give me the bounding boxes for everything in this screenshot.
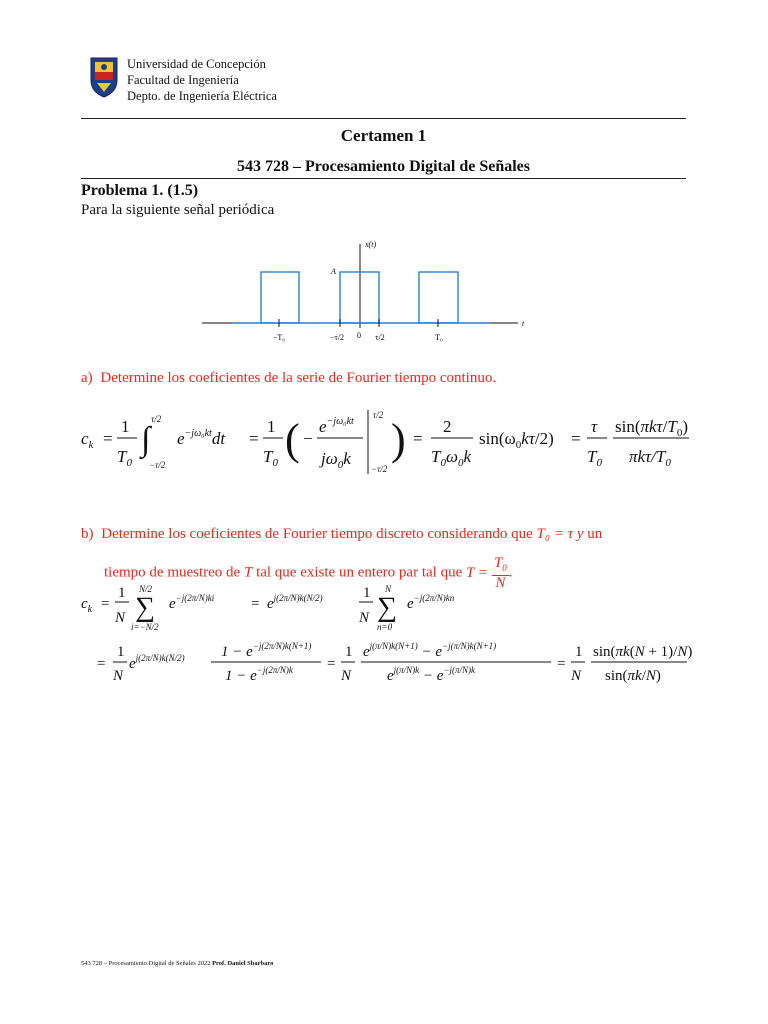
svg-text:∑: ∑ [377, 592, 397, 623]
tick-label: −T₀ [272, 333, 286, 342]
amplitude-label: A [331, 267, 336, 276]
pulse-train-figure [200, 238, 540, 353]
svg-text:T0ω0k: $T_0\omega_0k$ [431, 447, 472, 469]
svg-text:=: = [97, 656, 106, 672]
footer-year: 2022 [197, 960, 211, 967]
institution-line: Depto. de Ingeniería Eléctrica [127, 89, 277, 103]
svg-text:sin(ω0kτ/2): $\sin(\omega_0k\tau/2)$ [479, 429, 554, 451]
svg-text:=: = [249, 429, 259, 448]
svg-text:e−jω₀ktdt: $e^{-j\omega_0kt}dt$ [177, 428, 226, 448]
svg-text:T0: $T_0$ [587, 447, 602, 469]
problem-intro: Para la siguiente señal periódica [81, 202, 275, 218]
svg-text:∑: ∑ [135, 592, 155, 623]
svg-text:(: ( [285, 415, 300, 464]
svg-text:1: 1 [363, 585, 371, 601]
svg-text:): ) [391, 415, 406, 464]
svg-text:1: 1 [345, 644, 353, 660]
svg-text:ck: $c_k$ [81, 429, 94, 451]
institution-line: Universidad de Concepción [127, 57, 266, 71]
part-b-text: un [583, 526, 603, 542]
svg-text:N: N [341, 668, 352, 684]
svg-text:=: = [413, 429, 423, 448]
part-b-math: T = $\frac{T_0}{N}$ . [465, 555, 513, 591]
footer-author: Prof. Daniel Sbarbaro [212, 960, 274, 967]
svg-text:τ/2: τ/2 [151, 414, 162, 424]
svg-text:ej(π/N)k(N+1) − e−j(π/N)k(N+1): $e^{j(\pi/N)k(N+1)} - e^{-j(\pi/N)k(N+1)}$ [363, 641, 497, 660]
y-axis-label: x(t) [365, 240, 377, 249]
part-a-prompt [81, 370, 496, 387]
svg-text:N: N [113, 668, 124, 684]
svg-text:jω0k: $j\omega_0k$ [321, 449, 351, 471]
svg-text:sin(πk(N + 1)/N): sin(πk(N + 1)/N) [593, 644, 693, 660]
svg-text:n=0: n=0 [377, 622, 393, 632]
header-rule [81, 118, 686, 119]
svg-text:ej(π/N)k − e−j(π/N)k: $e^{j(\pi/N)k} - e^{-j(\pi/N)k}$ [387, 665, 476, 684]
svg-text:ej(2π/N)k(N/2): $e^{j(2\pi/N)k(N/2)}$ [267, 593, 323, 612]
svg-text:T0: $T_0$ [117, 447, 132, 469]
exam-title: Certamen 1 [340, 126, 427, 145]
part-b-text: tiempo de muestreo de [104, 564, 244, 581]
institution-block [127, 56, 277, 104]
svg-text:1 − e−j(2π/N)k(N+1): $1 - e^{-j(2\pi/N)k(N+1)}$ [221, 641, 312, 660]
svg-text:=: = [251, 596, 260, 612]
svg-text:1: 1 [118, 585, 126, 601]
svg-text:τ/2: τ/2 [373, 410, 384, 420]
svg-text:1 − e−j(2π/N)k: $1 - e^{-j(2\pi/N)k}$ [225, 665, 293, 684]
svg-text:=: = [571, 429, 581, 448]
svg-text:1: 1 [121, 417, 130, 436]
tick-label: T₀ [435, 333, 443, 342]
footer [81, 960, 273, 967]
svg-text:ej(2π/N)k(N/2): $e^{j(2\pi/N)k(N/2)}$ [129, 653, 185, 672]
svg-text:−τ/2: −τ/2 [149, 460, 166, 470]
part-a-text: Determine los coeficientes de la serie de Fourier tiempo continuo. [100, 370, 497, 386]
pulse [419, 272, 458, 323]
tick-label: 0 [357, 331, 361, 340]
title-rule [81, 178, 686, 179]
tick-label: τ/2 [375, 333, 385, 342]
svg-text:1: 1 [267, 417, 276, 436]
svg-text:=: = [557, 656, 566, 672]
x-axis-label: t [522, 319, 525, 328]
course-title: 543 728 – Procesamiento Digital de Señales [236, 158, 530, 175]
svg-text:=: = [327, 656, 336, 672]
svg-text:πkτ/T0: πkτ/$T_0$ [629, 447, 671, 469]
equation-part-a [81, 402, 691, 492]
svg-text:N/2: N/2 [139, 584, 153, 594]
svg-text:2: 2 [443, 417, 452, 436]
svg-text:sin(πk/N): sin(πk/N) [605, 668, 661, 684]
svg-text:=: = [103, 429, 113, 448]
tick-label: −τ/2 [330, 333, 344, 342]
part-a-label: a) [81, 370, 93, 386]
svg-text:N: N [571, 668, 582, 684]
svg-text:1: 1 [117, 644, 125, 660]
part-b-label: b) [81, 526, 94, 542]
svg-text:ck: $c_k$ [81, 596, 93, 615]
svg-text:N: N [385, 584, 392, 594]
problem-heading: Problema 1. (1.5) [81, 182, 199, 199]
university-crest-logo [89, 56, 119, 98]
svg-text:−: − [303, 429, 313, 448]
svg-text:∫: ∫ [141, 421, 151, 458]
svg-text:sin(πkτ/T0): $\sin(\pi k\tau/T_0)$ [615, 417, 689, 439]
svg-text:e−j(2π/N)ki: $e^{-j(2\pi/N)ki}$ [169, 593, 215, 612]
institution-line: Facultad de Ingeniería [127, 73, 239, 87]
part-b-math: T [243, 564, 253, 581]
part-b-text: tal que existe un entero par tal que [252, 564, 466, 581]
part-b-text: Determine los coeficientes de Fourier tiempo discreto considerando que [101, 526, 537, 542]
part-b-math: T₀ = τ y [536, 526, 584, 542]
equation-part-b [81, 582, 691, 692]
svg-text:τ: τ [591, 417, 598, 436]
svg-text:e−jω₀kt: $e^{-j\omega_0kt}$ [319, 416, 354, 436]
svg-text:=: = [101, 596, 110, 612]
part-b-prompt-line1 [81, 526, 602, 543]
svg-text:1: 1 [575, 644, 583, 660]
pulse [261, 272, 299, 323]
footer-course: 543 728 – Procesamiento Digital de Señales [81, 960, 196, 967]
svg-text:−τ/2: −τ/2 [371, 464, 388, 474]
svg-text:T0: $T_0$ [263, 447, 278, 469]
svg-text:N: N [359, 610, 370, 626]
svg-text:e−j(2π/N)kn: $e^{-j(2\pi/N)kn}$ [407, 593, 455, 612]
svg-text:N: N [115, 610, 126, 626]
svg-text:i=−N/2: i=−N/2 [131, 622, 159, 632]
